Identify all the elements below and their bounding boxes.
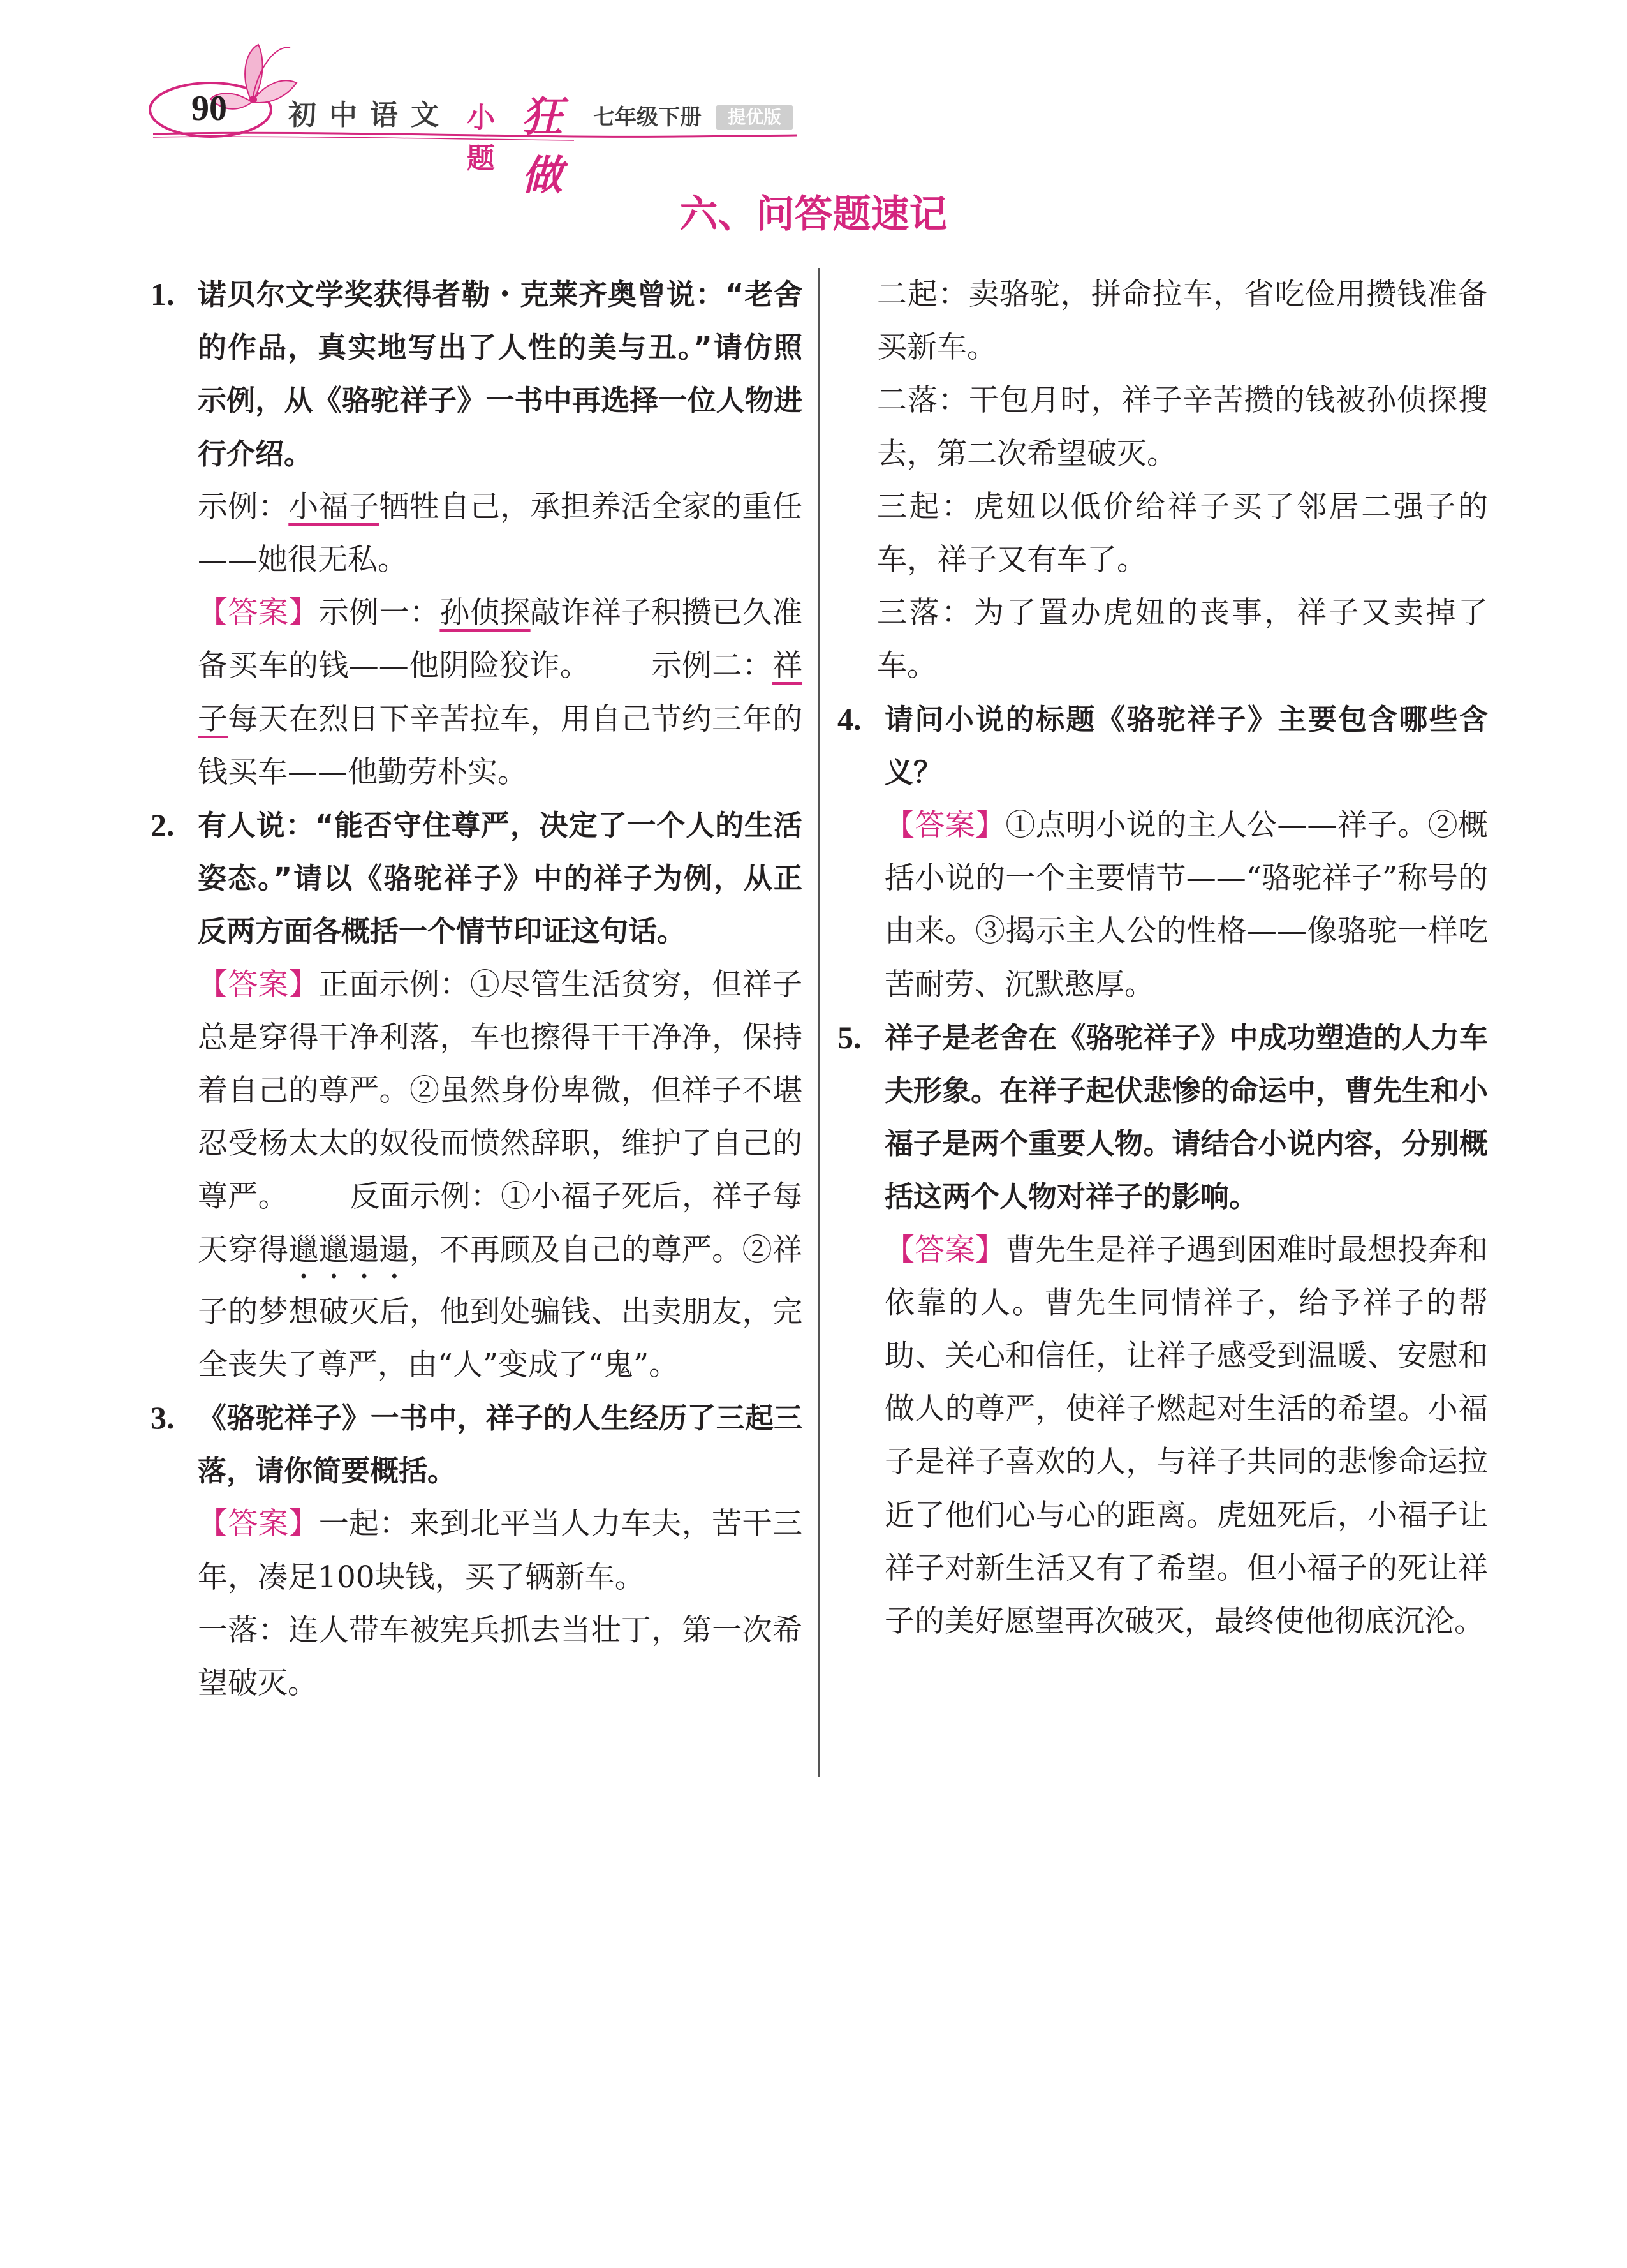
question-prompt: 《骆驼祥子》一书中，祥子的人生经历了三起三落，请你简要概括。 [198,1401,802,1488]
answer-line-paragraph: 二落：干包月时，祥子辛苦攒的钱被孙侦探搜去，第二次希望破灭。 [877,383,1488,471]
answer-paragraph [151,1497,802,1603]
answer-tag: 【答案】 [198,1506,319,1542]
answer-a-text: 敲诈祥子积攒已久准备买车的钱——他阴险狡诈。 [198,595,803,684]
page-number: 90 [191,89,227,128]
answer-b-name: 祥子 [198,648,803,737]
answer-tag: 【答案】 [198,595,319,631]
answer-a-prefix: 示例一： [318,595,440,631]
column-divider [818,268,820,1777]
grade-label: 七年级下册 [593,105,702,130]
right-column [837,268,1488,1648]
answer-line: 一起：来到北平当人力车夫，苦干三年，凑足100块钱，买了辆新车。 [198,1506,803,1595]
answer-text: ①点明小说的主人公——祥子。②概括小说的一个主要情节——“骆驼祥子”称号的由来。③揭示主人公的性格——像骆驼一样吃苦耐劳、沉默憨厚。 [885,808,1489,1002]
answer-b-prefix: 示例二： [651,648,773,684]
page-header [0,0,1627,200]
question-5 [837,1011,1488,1224]
question-3 [151,1391,802,1497]
question-number: 4. [837,700,862,737]
example-prefix: 示例： [198,489,289,524]
question-prompt: 诺贝尔文学奖获得者勒・克莱齐奥曾说：“老舍的作品，真实地写出了人性的美与丑。”请仿照示例，从《骆驼祥子》一书中再选择一位人物进行介绍。 [198,278,802,471]
answer-dotted-word: 邋邋遢遢 [288,1232,409,1268]
answer-line-paragraph: 三起：虎妞以低价给祥子买了邻居二强子的车，祥子又有车了。 [877,489,1488,578]
question-number: 2. [151,807,175,843]
question-prompt: 请问小说的标题《骆驼祥子》主要包含哪些含义？ [885,702,1488,789]
answer-part2a: 反面示例：①小福子死后，祥子每天穿得 [198,1179,802,1268]
brand-small-text: 小题 [467,101,495,175]
question-4 [837,693,1488,799]
question-prompt: 有人说：“能否守住尊严，决定了一个人的生活姿态。”请以《骆驼祥子》中的祥子为例，从正反两方面各概括一个情节印证这句话。 [198,808,802,949]
question-number: 5. [837,1019,862,1055]
answer-a-name: 孙侦探 [439,595,531,631]
brand-big-text: 狂做 [522,94,564,200]
answer-paragraph [837,1224,1488,1649]
example-text: 牺牲自己，承担养活全家的重任——她很无私。 [198,489,803,578]
example-paragraph [151,480,802,586]
answer-paragraph [837,799,1488,1011]
question-prompt: 祥子是老舍在《骆驼祥子》中成功塑造的人力车夫形象。在祥子起伏悲惨的命运中，曹先生和小福子是两个重要人物。请结合小说内容，分别概括这两个人物对祥子的影响。 [885,1020,1488,1214]
question-1 [151,268,802,480]
section-title: 六、问答题速记 [679,192,948,237]
question-2 [151,799,802,958]
example-name: 小福子 [288,489,379,524]
series-title: 初中语文 [288,99,452,131]
header-decoration [0,0,829,179]
answer-part2b: ，不再顾及自己的尊严。②祥子的梦想破灭后，他到处骗钱、出卖朋友，完全丧失了尊严，由“人”变成了“鬼”。 [198,1232,803,1382]
answer-paragraph [151,586,802,799]
question-number: 3. [151,1400,175,1436]
answer-line-paragraph: 三落：为了置办虎妞的丧事，祥子又卖掉了车。 [877,595,1488,684]
question-number: 1. [151,276,175,312]
answer-b-text: 每天在烈日下辛苦拉车，用自己节约三年的钱买车——他勤劳朴实。 [198,701,802,790]
left-column [151,268,802,1710]
answer-tag: 【答案】 [885,808,1006,843]
answer-tag: 【答案】 [198,967,319,1002]
edition-badge: 提优版 [716,105,793,130]
answer-line-paragraph: 二起：卖骆驼，拼命拉车，省吃俭用攒钱准备买新车。 [877,277,1488,366]
answer-line-paragraph: 一落：连人带车被宪兵抓去当壮丁，第一次希望破灭。 [198,1612,802,1701]
answer-part1: 正面示例：①尽管生活贫穷，但祥子总是穿得干净利落，车也擦得干干净净，保持着自己的尊严。②虽然身份卑微，但祥子不堪忍受杨太太的奴役而愤然辞职，维护了自己的尊严。 [198,967,803,1215]
answer-tag: 【答案】 [885,1232,1006,1268]
answer-text: 曹先生是祥子遇到困难时最想投奔和依靠的人。曹先生同情祥子，给予祥子的帮助、关心和信任，让祥子感受到温暖、安慰和做人的尊严，使祥子燃起对生活的希望。小福子是祥子喜欢的人，与祥子共同的悲惨命运拉近了他们心与心的距离。虎妞死后，小福子让祥子对新生活又有了希望。但小福子的死让祥子的美好愿望再次破灭，最终使他彻底沉沦。 [885,1232,1489,1640]
answer-paragraph [151,958,802,1391]
